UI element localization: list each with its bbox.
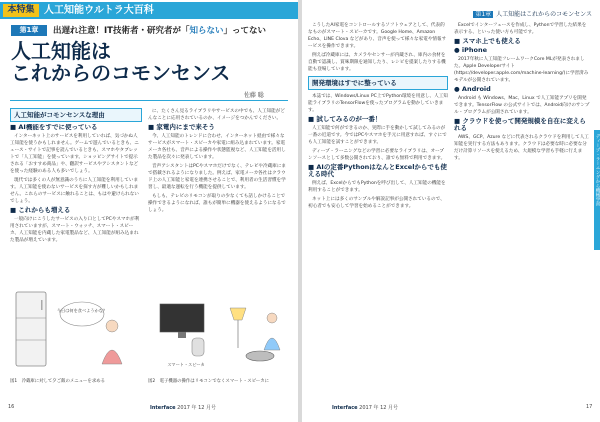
title-line-1: 人工知能は xyxy=(11,39,111,63)
paragraph: 一般向けにこうしたサービスの入り口としてPCやスマホが利用されていますが、スマート・ウォッチ、スマート・スピーカ、人工知能を内蔵した家電製品など、人工知能が組み込まれた製品が増えています。 xyxy=(10,217,140,243)
subtitle xyxy=(53,24,266,36)
paragraph: Android も Windows、Mac、Linux で人工知能アプリを開発できます。TensorFlow の公式サイトでは、Android向けのサンプル・プログラムが公開されています。 xyxy=(454,96,590,115)
paragraph: 人工知能で何ができるのか、実際に手を動かして試してみるのが一番の近道です。今ではPCやスマホを手元に用意すれば、すぐにでも人工知能を試すことができます。 xyxy=(308,126,447,145)
figure-1-caption: 図1 冷蔵庫に対して夕ご飯のメニューを求める xyxy=(10,379,105,384)
footer-issue-right xyxy=(332,404,398,411)
fridge-icon xyxy=(16,292,46,366)
page-title xyxy=(11,40,230,84)
running-header xyxy=(452,9,592,18)
side-tab xyxy=(594,130,600,250)
header-chapter: 第1章 xyxy=(475,11,492,18)
left-column-2 xyxy=(148,108,288,282)
heading-ai-use: ■ AI機能をすでに使っている xyxy=(10,124,98,131)
figure-area xyxy=(10,288,288,374)
paragraph: 現代では多くの人が無意識のうちに人工知能を利用しています。人工知能を使わないサービスを探す方が難しいかもしれません。これらのサービスに触れることは、もはや避けられないでしょう。 xyxy=(10,178,139,204)
paragraph: ディープ・ラーニングなどの学習に必要なライブラリは、オープンソースとして多数公開されており、誰でも無料で利用できます。 xyxy=(308,149,446,161)
paragraph: 2017年秋に人工知能フレームワークCore MLが発表されました。Apple Developerサイト(https://developer.apple.com/machine-learning/)に学習済みモデルが公開されています。 xyxy=(454,57,589,83)
paragraph: Excelでインターフェースを作成し、Pythonで学習した結果を表示する、といった使い方も可能です。 xyxy=(454,23,587,35)
subtitle-suffix: 」ってない xyxy=(223,26,266,36)
person-icon xyxy=(102,320,122,364)
divider xyxy=(10,100,288,101)
heading-appliances: ■ 家電内にまで来そう xyxy=(148,123,215,131)
heading-python-excel: ■ AIの定番PythonはなんとExcelからでも使える時代 xyxy=(308,163,447,178)
paragraph: 例えば、ExcelからでもPythonを呼び出して、人工知能の機能を利用することができます。 xyxy=(308,181,446,193)
tv-icon xyxy=(160,304,204,338)
page-number-right: 17 xyxy=(586,404,593,410)
author: 佐藤 聡 xyxy=(244,92,264,99)
section-banner xyxy=(0,2,298,19)
heading-try-it: ■ 試してみるのが一番！ xyxy=(308,115,382,123)
subtitle-highlight: 知らない xyxy=(189,26,224,36)
lamp-icon xyxy=(230,308,246,348)
paragraph: もしも、テレビのリモコンが取りの少なくても話しかけることで操作できるようになれば、誰もが簡単に機器を使えるようになるでしょう。 xyxy=(148,194,286,213)
footer-magazine-right: Interface xyxy=(332,405,358,411)
heading-smartphone: ■ スマホ上でも使える xyxy=(454,37,521,45)
footer-magazine: Interface xyxy=(150,405,176,411)
speaker-label: スマート・スピーカ xyxy=(167,362,205,367)
dev-env-box-heading: 開発環境はすでに整っている xyxy=(308,76,448,90)
chapter-label: 第1章 xyxy=(11,25,47,36)
right-column-2 xyxy=(454,22,590,398)
feature-title: 人工知能ウルトラ大百科 xyxy=(44,5,154,16)
paragraph: インターネット上のサービスを利用していれば、気づかぬ人工知能を使うかもしれません。ゲームで遊んでいるときも、ニュース・サイトで記事を読んでいるときも、スマホやタブレットで「人工知能」を使っています。ショッピングサイトで提示される「おすすめ商品」や、翻訳サービスやアシスタントなどを使った経験のある人も多いでしょう。 xyxy=(10,134,139,174)
right-column-1 xyxy=(308,22,448,398)
heading-iphone: ● iPhone xyxy=(454,46,488,54)
feature-tag: 本特集 xyxy=(3,4,39,17)
paragraph: 本誌では、Windows/Linux PC上でPython環境を用意し、人工知能ライブラリのTensorFlowを使ったプログラムを動かしていきます。 xyxy=(308,94,448,113)
smart-speaker-icon xyxy=(192,338,204,356)
paragraph: 例えば冷蔵庫には、カメラやセンサーが内蔵され、庫内の食材を自動で認識し、賞味期限を通知したり、レシピを提案したりする機能も登場しています。 xyxy=(308,53,446,72)
paragraph: ネット上には多くのサンプルや解説記事が公開されているので、初心者でも安心して学習を始めることができます。 xyxy=(308,197,445,209)
paragraph: AWS、GCP、Azure などに代表されるクラウドを利用して人工知能を実行する方法もあります。クラウドは必要な時に必要な分だけ計算リソースを使えるため、大規模な学習も手軽に行えます。 xyxy=(454,135,589,161)
title-line-2: これからのコモンセンス xyxy=(11,61,231,85)
heading-android: ● Android xyxy=(454,85,491,93)
figure-illustrations xyxy=(10,288,288,374)
figure-2-caption: 図2 電子機器の操作はリモコンでなくスマート・スピーカに xyxy=(148,379,269,384)
speech-bubble-text: 今日は何を食べようかな？ xyxy=(56,308,108,313)
paragraph: こうしたAI家電をコントロールするソフトウェアとして、代表的なものがスマート・スピーカです。Google Home、Amazon Echo、LINE Clova などがあり、音声を使って様々な家電や情報サービスを操作できます。 xyxy=(308,23,447,49)
paragraph: 音声アシスタントはPCやスマホだけでなく、テレビや冷蔵庫にまで搭載されるようになりました。例えば、家電メーカ各社はクラウド上の人工知能と家電を連携させることで、利用者の生活習慣を学習し、最適な運転を行う機能を提供しています。 xyxy=(148,164,287,190)
section-box-heading: 人工知能がコモンセンスな理由 xyxy=(10,108,142,122)
heading-cloud: ■ クラウドを使って開発規模を自在に変えられる xyxy=(454,117,586,132)
page-number: 16 xyxy=(8,404,15,410)
footer-date-right: 2017 年 12 月号 xyxy=(359,405,399,411)
heading-increase: ■ これからも増える xyxy=(10,206,71,214)
left-column-1 xyxy=(10,124,140,282)
right-page xyxy=(302,0,600,422)
speech-bubble-icon xyxy=(57,302,107,326)
left-page xyxy=(0,0,298,422)
side-tab-label: ディープ・ラーニングから機械学習 xyxy=(595,134,600,206)
footer-issue xyxy=(150,404,216,411)
subtitle-prefix: 出遅れ注意！IT技術者・研究者が「 xyxy=(53,26,190,36)
person-icon xyxy=(264,313,280,350)
robot-vacuum-icon xyxy=(246,351,274,361)
footer-date: 2017 年 12 月号 xyxy=(177,405,217,411)
header-title: 人工知能はこれからのコモンセンス xyxy=(496,11,592,18)
paragraph: に、たくさん見るライブラリやサービスの中でも、人工知能がどんなことに応用されているのか、イメージをつかんでください。 xyxy=(148,109,285,121)
paragraph: 今、人工知能のトレンドに合わせ、インターネット経由で様々なサービスがスマート・スピーカや家電に組み込まれています。家電メーカ各社も、音声による操作や状態監視など、人工知能を活用した製品を次々に発表しています。 xyxy=(148,134,286,160)
